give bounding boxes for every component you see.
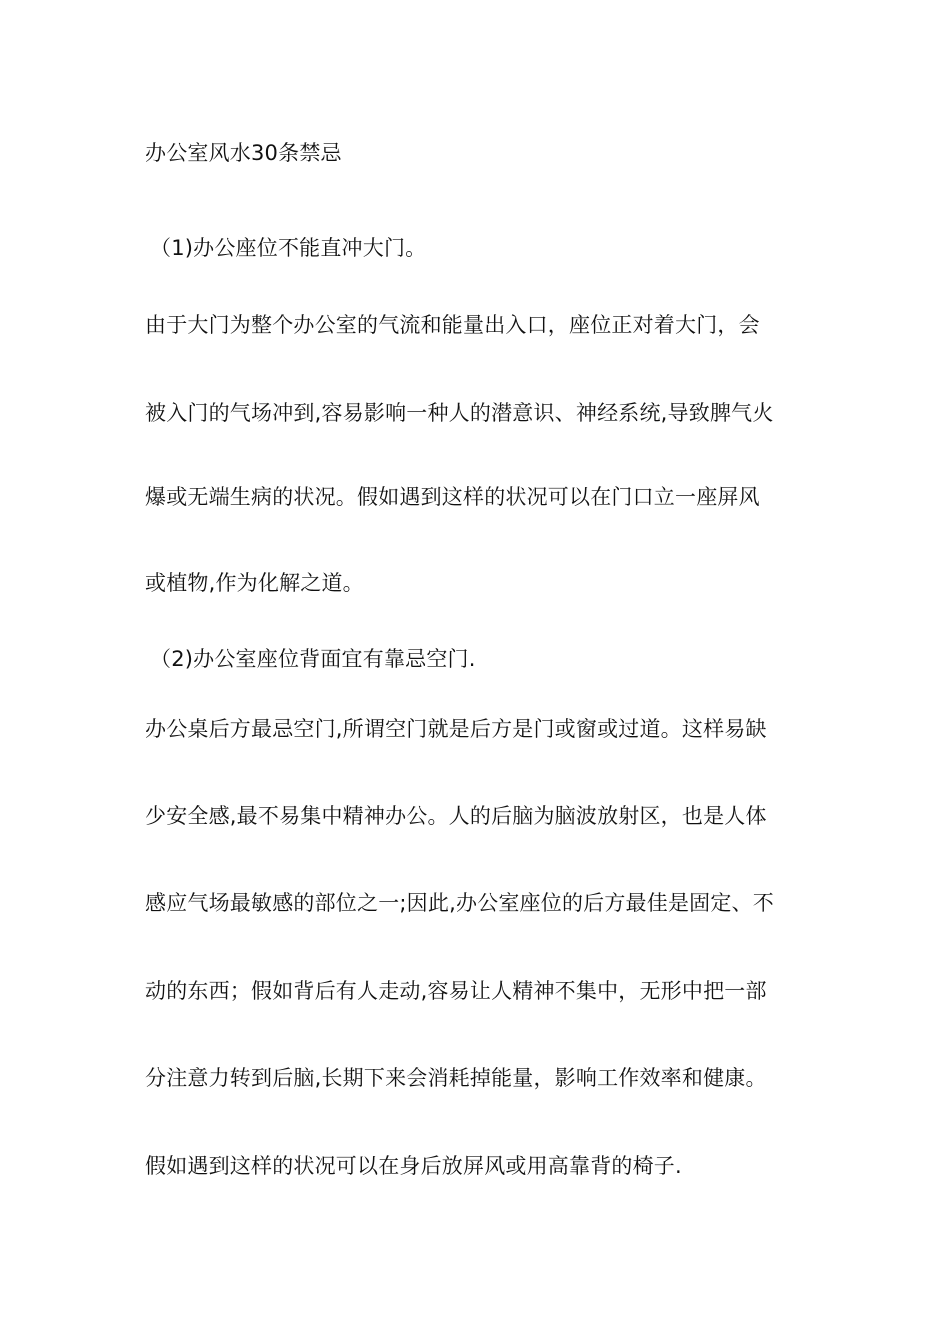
document-title: 办公室风水30条禁忌 [145, 141, 342, 165]
section-2-paragraph-line: 分注意力转到后脑,长期下来会消耗掉能量，影响工作效率和健康。 [145, 1066, 767, 1090]
section-1-paragraph-line: 或植物,作为化解之道。 [145, 571, 364, 595]
section-2-paragraph-line: 假如遇到这样的状况可以在身后放屏风或用高靠背的椅子. [145, 1154, 682, 1178]
section-2-paragraph-line: 感应气场最敏感的部位之一;因此,办公室座位的后方最佳是固定、不 [145, 891, 774, 915]
section-1-paragraph-line: 被入门的气场冲到,容易影响一种人的潜意识、神经系统,导致脾气火 [145, 401, 774, 425]
section-1-paragraph-line: 由于大门为整个办公室的气流和能量出入口，座位正对着大门，会 [145, 313, 760, 337]
section-2-paragraph-line: 少安全感,最不易集中精神办公。人的后脑为脑波放射区，也是人体 [145, 804, 767, 828]
section-1-paragraph-line: 爆或无端生病的状况。假如遇到这样的状况可以在门口立一座屏风 [145, 485, 760, 509]
section-2-heading: （2)办公室座位背面宜有靠忌空门. [150, 647, 476, 671]
section-1-heading: （1)办公座位不能直冲大门。 [150, 236, 427, 260]
section-2-paragraph-line: 动的东西；假如背后有人走动,容易让人精神不集中，无形中把一部 [145, 979, 767, 1003]
section-2-paragraph-line: 办公桌后方最忌空门,所谓空门就是后方是门或窗或过道。这样易缺 [145, 717, 767, 741]
